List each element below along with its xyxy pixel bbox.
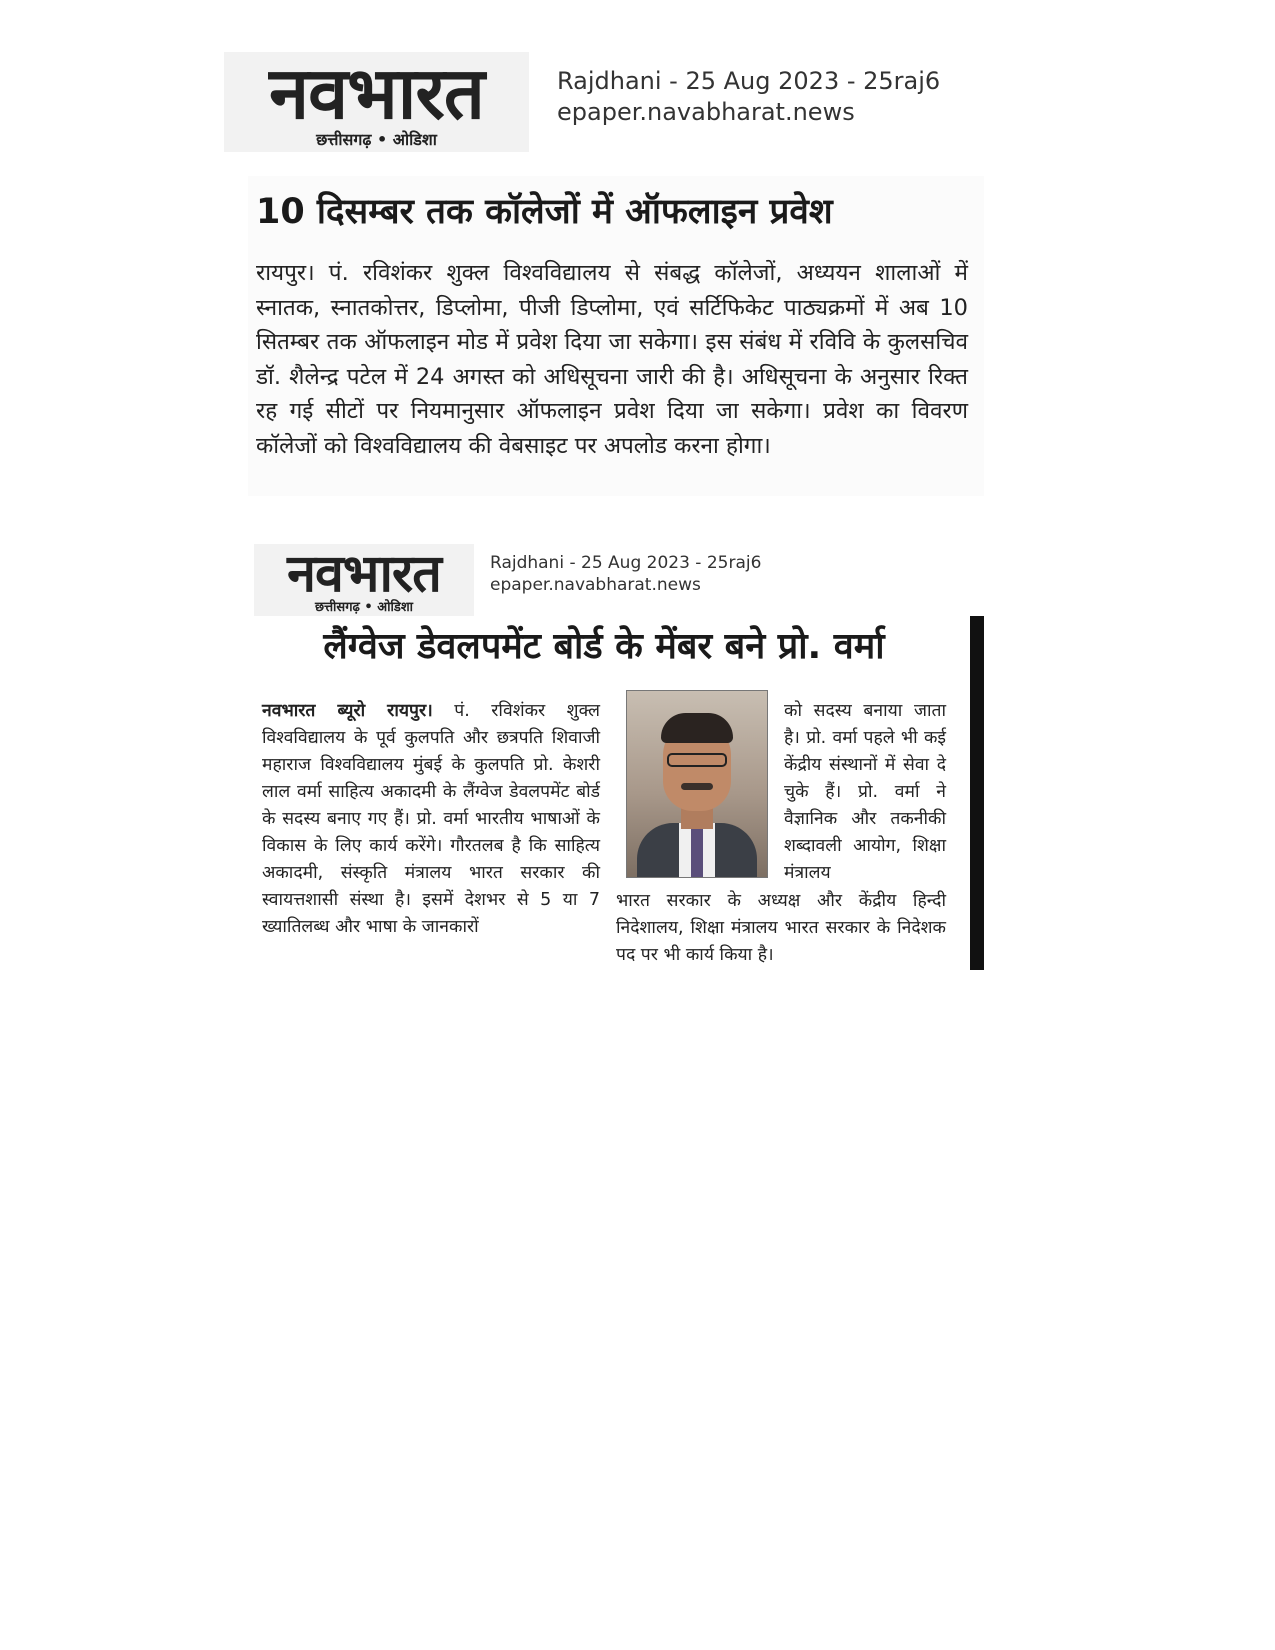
logo-wordmark: नवभारत [287, 544, 441, 604]
logo-wordmark: नवभारत [269, 51, 484, 135]
article-column-1 [262, 698, 600, 941]
edition-line: Rajdhani - 25 Aug 2023 - 25raj6 [490, 553, 762, 573]
logo-region: छत्तीसगढ़ • ओडिशा [314, 600, 414, 615]
article-body: रायपुर। पं. रविशंकर शुक्ल विश्वविद्यालय से संबद्ध कॉलेजों, अध्ययन शालाओं में स्नातक, स्नातकोत्तर, डिप्लोमा, पीजी डिप्लोमा, एवं सर्टिफिकेट पाठ्यक्रमों में अब 10 सितम्बर तक ऑफलाइन मोड में प्रवेश दिया जा सकेगा। इस संबंध में रविवि के कुलसचिव डॉ. शैलेन्द्र पटेल में 24 अगस्त को अधिसूचना जारी की है। अधिसूचना के अनुसार रिक्त रह गई सीटों पर नियमानुसार ऑफलाइन प्रवेश दिया जा सकेगा। प्रवेश का विवरण कॉलेजों को विश्वविद्यालय की वेबसाइट पर अपलोड करना होगा। [256, 260, 968, 459]
masthead-1 [224, 52, 944, 152]
epaper-url: epaper.navabharat.news [557, 98, 855, 126]
column-1-text: पं. रविशंकर शुक्ल विश्वविद्यालय के पूर्व कुलपति और छत्रपति शिवाजी महाराज विश्वविद्यालय मुंबई के कुलपति प्रो. केशरी लाल वर्मा साहित्य अकादमी के लैंग्वेज डेवलपमेंट बोर्ड के सदस्य बनाए गए हैं। प्रो. वर्मा भारतीय भाषाओं के विकास के लिए कार्य करेंगे। गौरतलब है कि साहित्य अकादमी, संस्कृति मंत्रालय भारत सरकार की स्वायत्तशासी संस्था है। इसमें देशभर से 5 या 7 ख्यातिलब्ध और भाषा के जानकारों [262, 701, 600, 937]
article-headline: 10 दिसम्बर तक कॉलेजों में ऑफलाइन प्रवेश [256, 192, 833, 232]
logo-region: छत्तीसगढ़ • ओडिशा [316, 130, 437, 149]
epaper-url: epaper.navabharat.news [490, 575, 701, 595]
article-column-3: भारत सरकार के अध्यक्ष और केंद्रीय हिन्दी निदेशालय, शिक्षा मंत्रालय भारत सरकार के निदेशक पद पर भी कार्य किया है। [616, 891, 946, 965]
edition-info [490, 552, 761, 596]
article-clipping-1 [248, 176, 984, 496]
edition-line: Rajdhani - 25 Aug 2023 - 25raj6 [557, 67, 941, 95]
portrait-photo [626, 690, 768, 878]
masthead-2 [254, 544, 794, 616]
article-column-2: को सदस्य बनाया जाता है। प्रो. वर्मा पहले भी कई केंद्रीय संस्थानों में सेवा दे चुके हैं। प्रो. वर्मा ने वैज्ञानिक और तकनीकी शब्दावली आयोग, शिक्षा मंत्रालय [784, 701, 946, 883]
article-headline: लैंग्वेज डेवलपमेंट बोर्ड के मेंबर बने प्रो. वर्मा [323, 626, 885, 667]
newspaper-logo [254, 544, 474, 616]
newspaper-logo [224, 52, 529, 152]
byline: नवभारत ब्यूरो रायपुर। [262, 701, 433, 721]
edition-info [557, 66, 940, 128]
column-rule [970, 616, 984, 970]
article-clipping-2 [254, 616, 984, 970]
